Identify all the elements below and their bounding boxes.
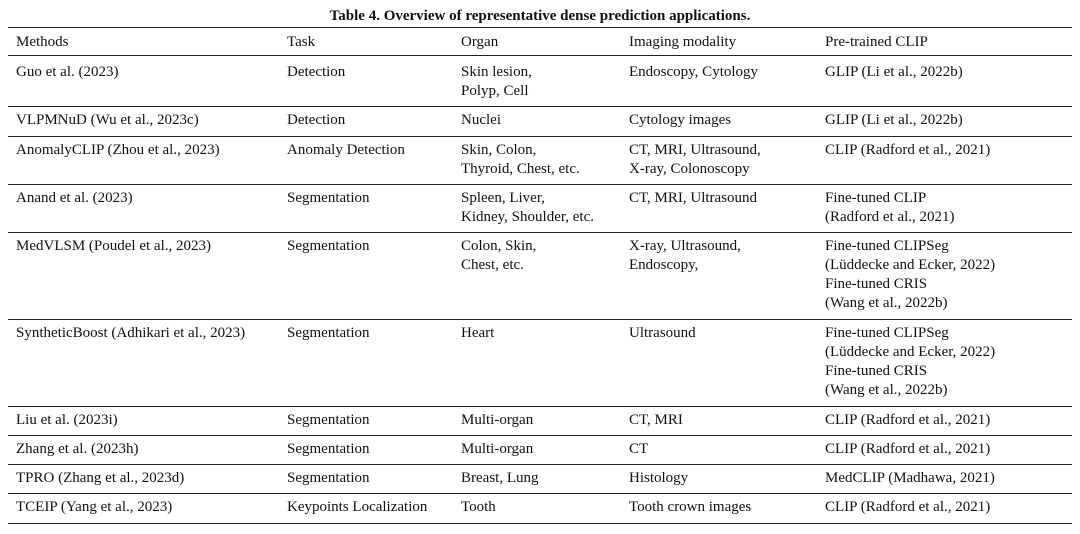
row-rule (8, 136, 1072, 137)
pretrained-clip-cell (825, 411, 990, 430)
cell-line: Segmentation (287, 325, 370, 341)
pretrained-clip-cell (825, 141, 990, 160)
cell-line: Fine-tuned CLIP (825, 190, 927, 206)
cell-line: CLIP (Radford et al., 2021) (825, 499, 991, 515)
method-cell (16, 189, 133, 208)
cell-line: VLPMNuD (Wu et al., 2023c) (16, 112, 199, 128)
task-cell (287, 498, 427, 517)
cell-line: CT (629, 441, 649, 457)
task-cell (287, 141, 405, 160)
cell-line: Segmentation (287, 238, 370, 254)
imaging-modality-cell (629, 411, 683, 430)
cell-line: Tooth crown images (629, 499, 752, 515)
organ-cell (461, 237, 536, 275)
row-rule (8, 184, 1072, 185)
method-cell (16, 411, 118, 430)
row-rule (8, 493, 1072, 494)
pretrained-clip-cell (825, 469, 995, 488)
method-cell (16, 63, 118, 82)
cell-line: Detection (287, 64, 346, 80)
header-pretrained-clip: Pre-trained CLIP (825, 34, 928, 50)
cell-line: Spleen, Liver, (461, 190, 545, 206)
task-cell (287, 189, 370, 208)
organ-cell (461, 63, 532, 101)
pretrained-clip-cell (825, 324, 995, 400)
method-cell (16, 498, 172, 517)
cell-line: Breast, Lung (461, 470, 539, 486)
cell-line: Multi-organ (461, 441, 534, 457)
organ-cell (461, 141, 580, 179)
pretrained-clip-cell (825, 63, 963, 82)
cell-line: Endoscopy, (629, 257, 699, 273)
cell-line: Zhang et al. (2023h) (16, 441, 139, 457)
cell-line: CT, MRI, Ultrasound (629, 190, 758, 206)
cell-line: Segmentation (287, 441, 370, 457)
pretrained-clip-cell (825, 498, 990, 517)
cell-line: (Lüddecke and Ecker, 2022) (825, 257, 996, 273)
method-cell (16, 111, 199, 130)
cell-line: Keypoints Localization (287, 499, 428, 515)
cell-line: Ultrasound (629, 325, 696, 341)
organ-cell (461, 189, 594, 227)
imaging-modality-cell (629, 469, 688, 488)
cell-line: CT, MRI, Ultrasound, (629, 142, 761, 158)
cell-line: AnomalyCLIP (Zhou et al., 2023) (16, 142, 220, 158)
row-rule (8, 435, 1072, 436)
method-cell (16, 324, 245, 343)
method-cell (16, 141, 220, 160)
task-cell (287, 111, 345, 130)
header-task: Task (287, 34, 316, 50)
cell-line: Heart (461, 325, 495, 341)
method-cell (16, 237, 211, 256)
row-rule (8, 406, 1072, 407)
cell-line: Fine-tuned CRIS (825, 363, 928, 379)
cell-line: Segmentation (287, 190, 370, 206)
organ-cell (461, 469, 538, 488)
organ-cell (461, 324, 494, 343)
cell-line: Polyp, Cell (461, 83, 529, 99)
cell-line: Chest, etc. (461, 257, 524, 273)
table-caption: Table 4. Overview of representative dense prediction applications. (329, 8, 751, 24)
cell-line: X-ray, Ultrasound, (629, 238, 741, 254)
cell-line: CLIP (Radford et al., 2021) (825, 441, 991, 457)
cell-line: (Radford et al., 2021) (825, 209, 955, 225)
cell-line: Skin lesion, (461, 64, 532, 80)
cell-line: (Lüddecke and Ecker, 2022) (825, 344, 996, 360)
cell-line: MedCLIP (Madhawa, 2021) (825, 470, 995, 486)
task-cell (287, 440, 370, 459)
pretrained-clip-cell (825, 111, 963, 130)
cell-line: Guo et al. (2023) (16, 64, 119, 80)
header-rule (8, 55, 1072, 56)
cell-line: Segmentation (287, 470, 370, 486)
task-cell (287, 63, 345, 82)
cell-line: TCEIP (Yang et al., 2023) (16, 499, 173, 515)
cell-line: Anand et al. (2023) (16, 190, 133, 206)
cell-line: TPRO (Zhang et al., 2023d) (16, 470, 185, 486)
task-cell (287, 469, 370, 488)
pretrained-clip-cell (825, 237, 995, 313)
cell-line: SyntheticBoost (Adhikari et al., 2023) (16, 325, 246, 341)
method-cell (16, 469, 184, 488)
row-rule (8, 464, 1072, 465)
cell-line: Tooth (461, 499, 496, 515)
task-cell (287, 411, 370, 430)
cell-line: GLIP (Li et al., 2022b) (825, 112, 963, 128)
task-cell (287, 237, 370, 256)
organ-cell (461, 440, 533, 459)
imaging-modality-cell (629, 237, 741, 275)
cell-line: Segmentation (287, 412, 370, 428)
cell-line: GLIP (Li et al., 2022b) (825, 64, 963, 80)
imaging-modality-cell (629, 440, 648, 459)
pretrained-clip-cell (825, 440, 990, 459)
cell-line: CT, MRI (629, 412, 683, 428)
top-rule (8, 27, 1072, 28)
cell-line: X-ray, Colonoscopy (629, 161, 750, 177)
task-cell (287, 324, 370, 343)
imaging-modality-cell (629, 324, 696, 343)
cell-line: (Wang et al., 2022b) (825, 382, 948, 398)
imaging-modality-cell (629, 111, 731, 130)
cell-line: Nuclei (461, 112, 501, 128)
cell-line: Anomaly Detection (287, 142, 405, 158)
header-imaging-modality: Imaging modality (629, 34, 737, 50)
cell-line: Skin, Colon, (461, 142, 537, 158)
imaging-modality-cell (629, 141, 761, 179)
cell-line: Kidney, Shoulder, etc. (461, 209, 594, 225)
cell-line: Fine-tuned CRIS (825, 276, 928, 292)
imaging-modality-cell (629, 189, 757, 208)
row-rule (8, 106, 1072, 107)
row-rule (8, 232, 1072, 233)
cell-line: (Wang et al., 2022b) (825, 295, 948, 311)
cell-line: Cytology images (629, 112, 732, 128)
header-methods: Methods (16, 34, 69, 50)
method-cell (16, 440, 138, 459)
cell-line: Liu et al. (2023i) (16, 412, 118, 428)
bottom-rule (8, 523, 1072, 524)
cell-line: Thyroid, Chest, etc. (461, 161, 580, 177)
header-organ: Organ (461, 34, 499, 50)
organ-cell (461, 111, 501, 130)
imaging-modality-cell (629, 63, 758, 82)
row-rule (8, 319, 1072, 320)
cell-line: Fine-tuned CLIPSeg (825, 325, 949, 341)
cell-line: Multi-organ (461, 412, 534, 428)
cell-line: CLIP (Radford et al., 2021) (825, 142, 991, 158)
cell-line: Detection (287, 112, 346, 128)
cell-line: Endoscopy, Cytology (629, 64, 759, 80)
cell-line: CLIP (Radford et al., 2021) (825, 412, 991, 428)
imaging-modality-cell (629, 498, 751, 517)
cell-line: Histology (629, 470, 689, 486)
organ-cell (461, 498, 496, 517)
pretrained-clip-cell (825, 189, 955, 227)
organ-cell (461, 411, 533, 430)
cell-line: Fine-tuned CLIPSeg (825, 238, 949, 254)
cell-line: MedVLSM (Poudel et al., 2023) (16, 238, 211, 254)
cell-line: Colon, Skin, (461, 238, 537, 254)
